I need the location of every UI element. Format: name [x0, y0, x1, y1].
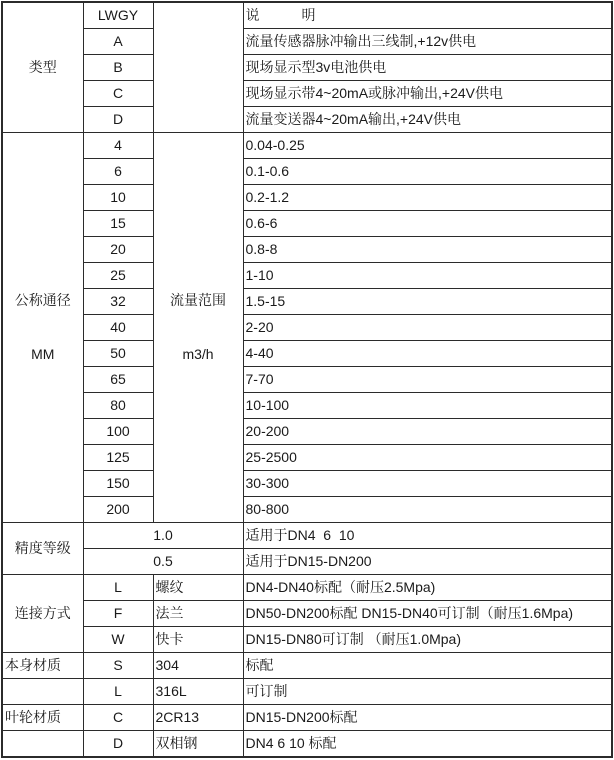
- body-material-section-label: 本身材质: [2, 653, 83, 679]
- diameter-row-range: 4-40: [243, 341, 612, 367]
- type-row-code: C: [83, 81, 153, 107]
- table-row: [2, 497, 612, 523]
- accuracy-row-desc: 适用于DN15-DN200: [243, 549, 612, 575]
- spec-table: [1, 1, 613, 758]
- table-row: [2, 679, 612, 705]
- body-material-row-code: S: [83, 653, 153, 679]
- diameter-row-size: 25: [83, 263, 153, 289]
- accuracy-row-value: 1.0: [83, 523, 243, 549]
- diameter-row-size: 50: [83, 341, 153, 367]
- connection-row-code: F: [83, 601, 153, 627]
- connection-row-desc: DN4-DN40标配（耐压2.5Mpa): [243, 575, 612, 601]
- diameter-section-label-line1: 公称通径: [14, 292, 71, 309]
- diameter-row-size: 32: [83, 289, 153, 315]
- body-material-row-desc: 可订制: [243, 679, 612, 705]
- diameter-row-size: 65: [83, 367, 153, 393]
- table-row: [2, 55, 612, 81]
- diameter-row-size: 80: [83, 393, 153, 419]
- diameter-row-size: 200: [83, 497, 153, 523]
- table-row: [2, 419, 612, 445]
- table-row: [2, 185, 612, 211]
- type-row-code: A: [83, 29, 153, 55]
- table-row: [2, 237, 612, 263]
- connection-row-desc: DN15-DN80可订制 （耐压1.0Mpa): [243, 627, 612, 653]
- diameter-row-range: 30-300: [243, 471, 612, 497]
- diameter-row-size: 150: [83, 471, 153, 497]
- table-row: [2, 393, 612, 419]
- table-row: [2, 107, 612, 133]
- diameter-row-range: 0.04-0.25: [243, 133, 612, 159]
- connection-row-name: 快卡: [153, 627, 243, 653]
- diameter-row-range: 25-2500: [243, 445, 612, 471]
- diameter-row-range: 7-70: [243, 367, 612, 393]
- impeller-material-row-desc: DN4 6 10 标配: [243, 731, 612, 758]
- table-row: [2, 341, 612, 367]
- table-row: [2, 627, 612, 653]
- connection-row-name: 法兰: [153, 601, 243, 627]
- type-header-desc: 说 明: [243, 2, 612, 29]
- diameter-row-range: 2-20: [243, 315, 612, 341]
- table-row: [2, 81, 612, 107]
- type-row-code: B: [83, 55, 153, 81]
- table-row: [2, 601, 612, 627]
- connection-row-code: W: [83, 627, 153, 653]
- type-row-desc: 流量变送器4~20mA输出,+24V供电: [243, 107, 612, 133]
- diameter-row-range: 10-100: [243, 393, 612, 419]
- diameter-row-size: 10: [83, 185, 153, 211]
- table-row: [2, 471, 612, 497]
- table-row: [2, 575, 612, 601]
- connection-section-label: 连接方式: [2, 575, 83, 653]
- body-material-row-name: 304: [153, 653, 243, 679]
- table-row: [2, 653, 612, 679]
- table-row: [2, 263, 612, 289]
- connection-row-code: L: [83, 575, 153, 601]
- table-row: [2, 731, 612, 758]
- table-row: [2, 315, 612, 341]
- type-row-desc: 现场显示型3v电池供电: [243, 55, 612, 81]
- diameter-row-range: 0.2-1.2: [243, 185, 612, 211]
- impeller-material-row-code: D: [83, 731, 153, 758]
- impeller-material-row-name: 双相钢: [153, 731, 243, 758]
- body-material-row-desc: 标配: [243, 653, 612, 679]
- table-row: [2, 2, 612, 29]
- diameter-row-size: 125: [83, 445, 153, 471]
- table-row: [2, 289, 612, 315]
- diameter-row-range: 20-200: [243, 419, 612, 445]
- connection-row-desc: DN50-DN200标配 DN15-DN40可订制（耐压1.6Mpa): [243, 601, 612, 627]
- impeller-material-row-code: C: [83, 705, 153, 731]
- diameter-row-size: 15: [83, 211, 153, 237]
- table-row: [2, 705, 612, 731]
- table-row: [2, 445, 612, 471]
- impeller-material-section-label: 叶轮材质: [2, 705, 83, 731]
- type-section-label: 类型: [2, 2, 83, 133]
- flow-range-label-line2: m3/h: [182, 346, 214, 362]
- diameter-row-size: 4: [83, 133, 153, 159]
- diameter-row-range: 80-800: [243, 497, 612, 523]
- diameter-section-label-line2: MM: [31, 346, 55, 362]
- diameter-row-size: 100: [83, 419, 153, 445]
- flow-range-label-line1: 流量范围: [170, 292, 226, 309]
- diameter-row-range: 0.1-0.6: [243, 159, 612, 185]
- table-row: [2, 549, 612, 575]
- type-row-code: D: [83, 107, 153, 133]
- diameter-row-size: 6: [83, 159, 153, 185]
- impeller-material-row-name: 2CR13: [153, 705, 243, 731]
- diameter-row-size: 40: [83, 315, 153, 341]
- connection-row-name: 螺纹: [153, 575, 243, 601]
- body-material-row-code: L: [83, 679, 153, 705]
- accuracy-section-label: 精度等级: [2, 523, 83, 575]
- accuracy-row-desc: 适用于DN4 6 10: [243, 523, 612, 549]
- diameter-section-label: [2, 133, 83, 523]
- body-material-row-name: 316L: [153, 679, 243, 705]
- table-row: [2, 211, 612, 237]
- diameter-row-range: 1.5-15: [243, 289, 612, 315]
- table-row: [2, 367, 612, 393]
- diameter-row-range: 1-10: [243, 263, 612, 289]
- flow-range-label: [153, 133, 243, 523]
- table-row: [2, 159, 612, 185]
- diameter-row-range: 0.6-6: [243, 211, 612, 237]
- accuracy-row-value: 0.5: [83, 549, 243, 575]
- type-row-desc: 现场显示带4~20mA或脉冲输出,+24V供电: [243, 81, 612, 107]
- diameter-row-range: 0.8-8: [243, 237, 612, 263]
- type-empty-cell: [153, 2, 243, 133]
- body-material-empty-label: [2, 679, 83, 705]
- table-row: [2, 523, 612, 549]
- impeller-material-empty-label: [2, 731, 83, 758]
- table-row: [2, 29, 612, 55]
- type-header-code: LWGY: [83, 2, 153, 29]
- table-row: [2, 133, 612, 159]
- impeller-material-row-desc: DN15-DN200标配: [243, 705, 612, 731]
- type-row-desc: 流量传感器脉冲输出三线制,+12v供电: [243, 29, 612, 55]
- diameter-row-size: 20: [83, 237, 153, 263]
